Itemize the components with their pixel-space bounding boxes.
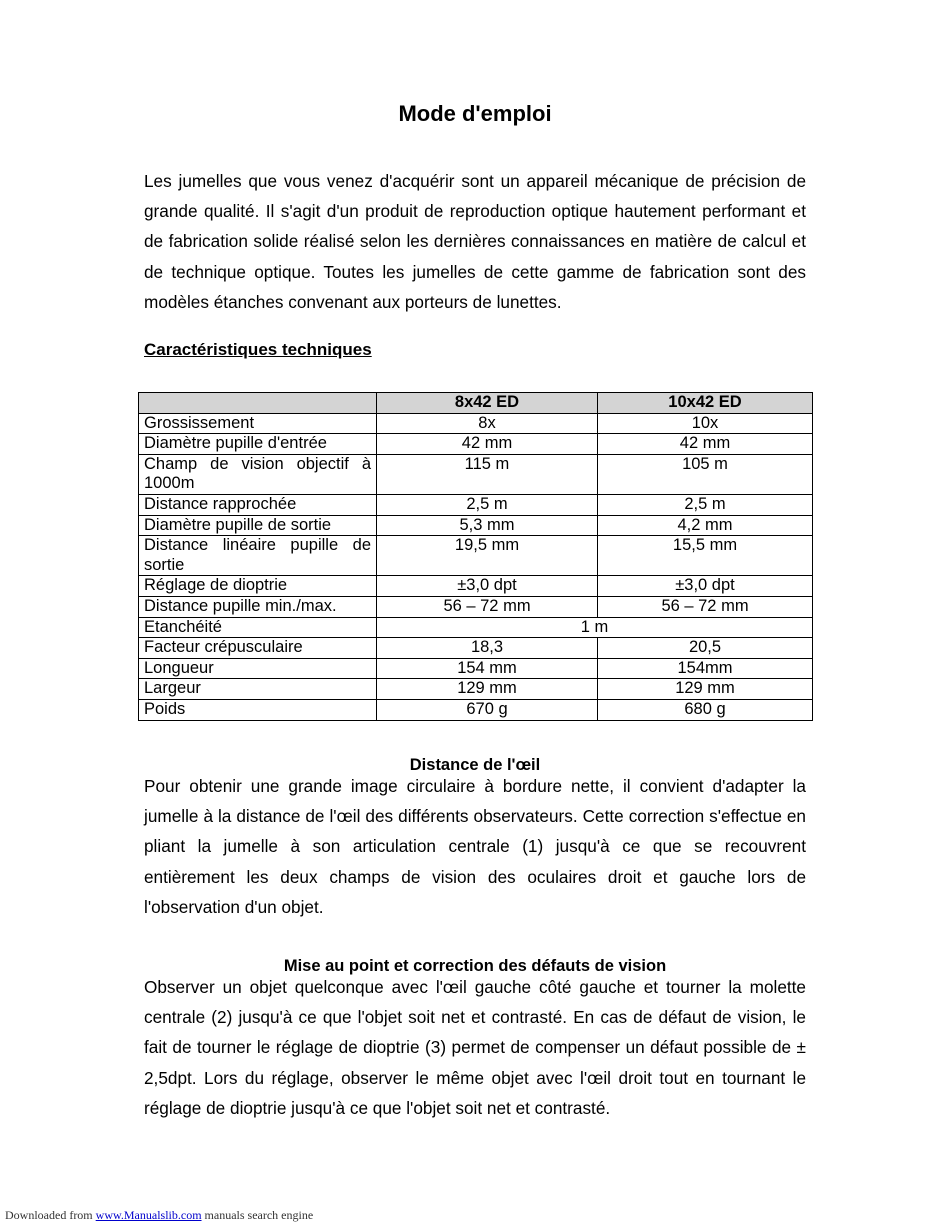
spec-value-cell: 670 g [377,699,598,720]
column-header [139,393,377,414]
spec-value-cell: 680 g [598,699,813,720]
spec-label-cell: Distance linéaire pupille de sortie [139,536,377,576]
eye-distance-heading: Distance de l'œil [409,756,541,774]
specs-heading: Caractéristiques techniques [144,340,372,359]
table-row [139,576,813,597]
column-header: 10x42 ED [598,393,813,414]
spec-value-cell: 8x [377,413,598,434]
table-row [139,596,813,617]
table-row [139,454,813,494]
spec-value-cell: 20,5 [598,638,813,659]
spec-value-cell: 18,3 [377,638,598,659]
spec-value-cell: 2,5 m [377,494,598,515]
footer-suffix: manuals search engine [201,1208,314,1222]
spec-label-cell: Poids [139,699,377,720]
table-row [139,536,813,576]
spec-value-cell: 115 m [377,454,598,494]
spec-value-cell: ±3,0 dpt [377,576,598,597]
footer-prefix: Downloaded from [5,1208,96,1222]
spec-label-cell: Facteur crépusculaire [139,638,377,659]
spec-value-cell: 15,5 mm [598,536,813,576]
page-title: Mode d'emploi [398,101,552,126]
spec-value-cell: 154 mm [377,658,598,679]
spec-label-cell: Distance rapprochée [139,494,377,515]
table-row [139,638,813,659]
spec-value-cell: 105 m [598,454,813,494]
table-row [139,413,813,434]
focus-paragraph: Observer un objet quelconque avec l'œil gauche côté gauche et tourner la molette centrale (2) jusqu'à ce que l'objet soit net et contrasté. En cas de défaut de vision, le fait de tourner le réglage de dioptrie (3) permet de compenser un défaut possible de ± 2,5dpt. Lors du réglage, observer le même objet avec l'œil droit tout en tournant le réglage de dioptrie jusqu'à ce que l'objet soit net et contrasté. [144,977,806,1118]
intro-paragraph: Les jumelles que vous venez d'acquérir sont un appareil mécanique de précision de grande qualité. Il s'agit d'un produit de reproduction optique hautement performant et de fabrication solide réalisé selon les dernières connaissances en matière de calcul et de technique optique. Toutes les jumelles de cette gamme de fabrication sont des modèles étanches convenant aux porteurs de lunettes. [144,171,806,312]
spec-label-cell: Etanchéité [139,617,377,638]
spec-value-cell: 10x [598,413,813,434]
table-row [139,679,813,700]
manualslib-link[interactable]: www.Manualslib.com [95,1208,202,1222]
spec-value-cell: ±3,0 dpt [598,576,813,597]
spec-label-cell: Distance pupille min./max. [139,596,377,617]
spec-value-cell: 4,2 mm [598,515,813,536]
specs-table [138,392,813,721]
spec-label-cell: Longueur [139,658,377,679]
table-row [139,515,813,536]
table-row [139,494,813,515]
spec-value-cell: 129 mm [598,679,813,700]
spec-value-cell: 2,5 m [598,494,813,515]
spec-value-cell: 5,3 mm [377,515,598,536]
spec-value-cell: 129 mm [377,679,598,700]
spec-value-cell: 154mm [598,658,813,679]
spec-value-cell: 56 – 72 mm [377,596,598,617]
spec-label-cell: Champ de vision objectif à 1000m [139,454,377,494]
spec-label-cell: Largeur [139,679,377,700]
footer [5,1208,313,1223]
spec-label-cell: Grossissement [139,413,377,434]
table-row [139,617,813,638]
focus-heading: Mise au point et correction des défauts de vision [283,957,667,975]
eye-distance-paragraph: Pour obtenir une grande image circulaire à bordure nette, il convient d'adapter la jumelle à la distance de l'œil des différents observateurs. Cette correction s'effectue en pliant la jumelle à son articulation centrale (1) jusqu'à ce que se recouvrent entièrement les deux champs de vision des oculaires droit et gauche lors de l'observation d'un objet. [144,776,806,917]
table-row [139,434,813,455]
spec-label-cell: Diamètre pupille de sortie [139,515,377,536]
table-row [139,658,813,679]
specs-header-row [139,393,813,414]
spec-value-cell: 42 mm [598,434,813,455]
spec-value-cell: 1 m [377,617,813,638]
spec-label-cell: Diamètre pupille d'entrée [139,434,377,455]
spec-label-cell: Réglage de dioptrie [139,576,377,597]
spec-value-cell: 19,5 mm [377,536,598,576]
table-row [139,699,813,720]
spec-value-cell: 56 – 72 mm [598,596,813,617]
column-header: 8x42 ED [377,393,598,414]
spec-value-cell: 42 mm [377,434,598,455]
